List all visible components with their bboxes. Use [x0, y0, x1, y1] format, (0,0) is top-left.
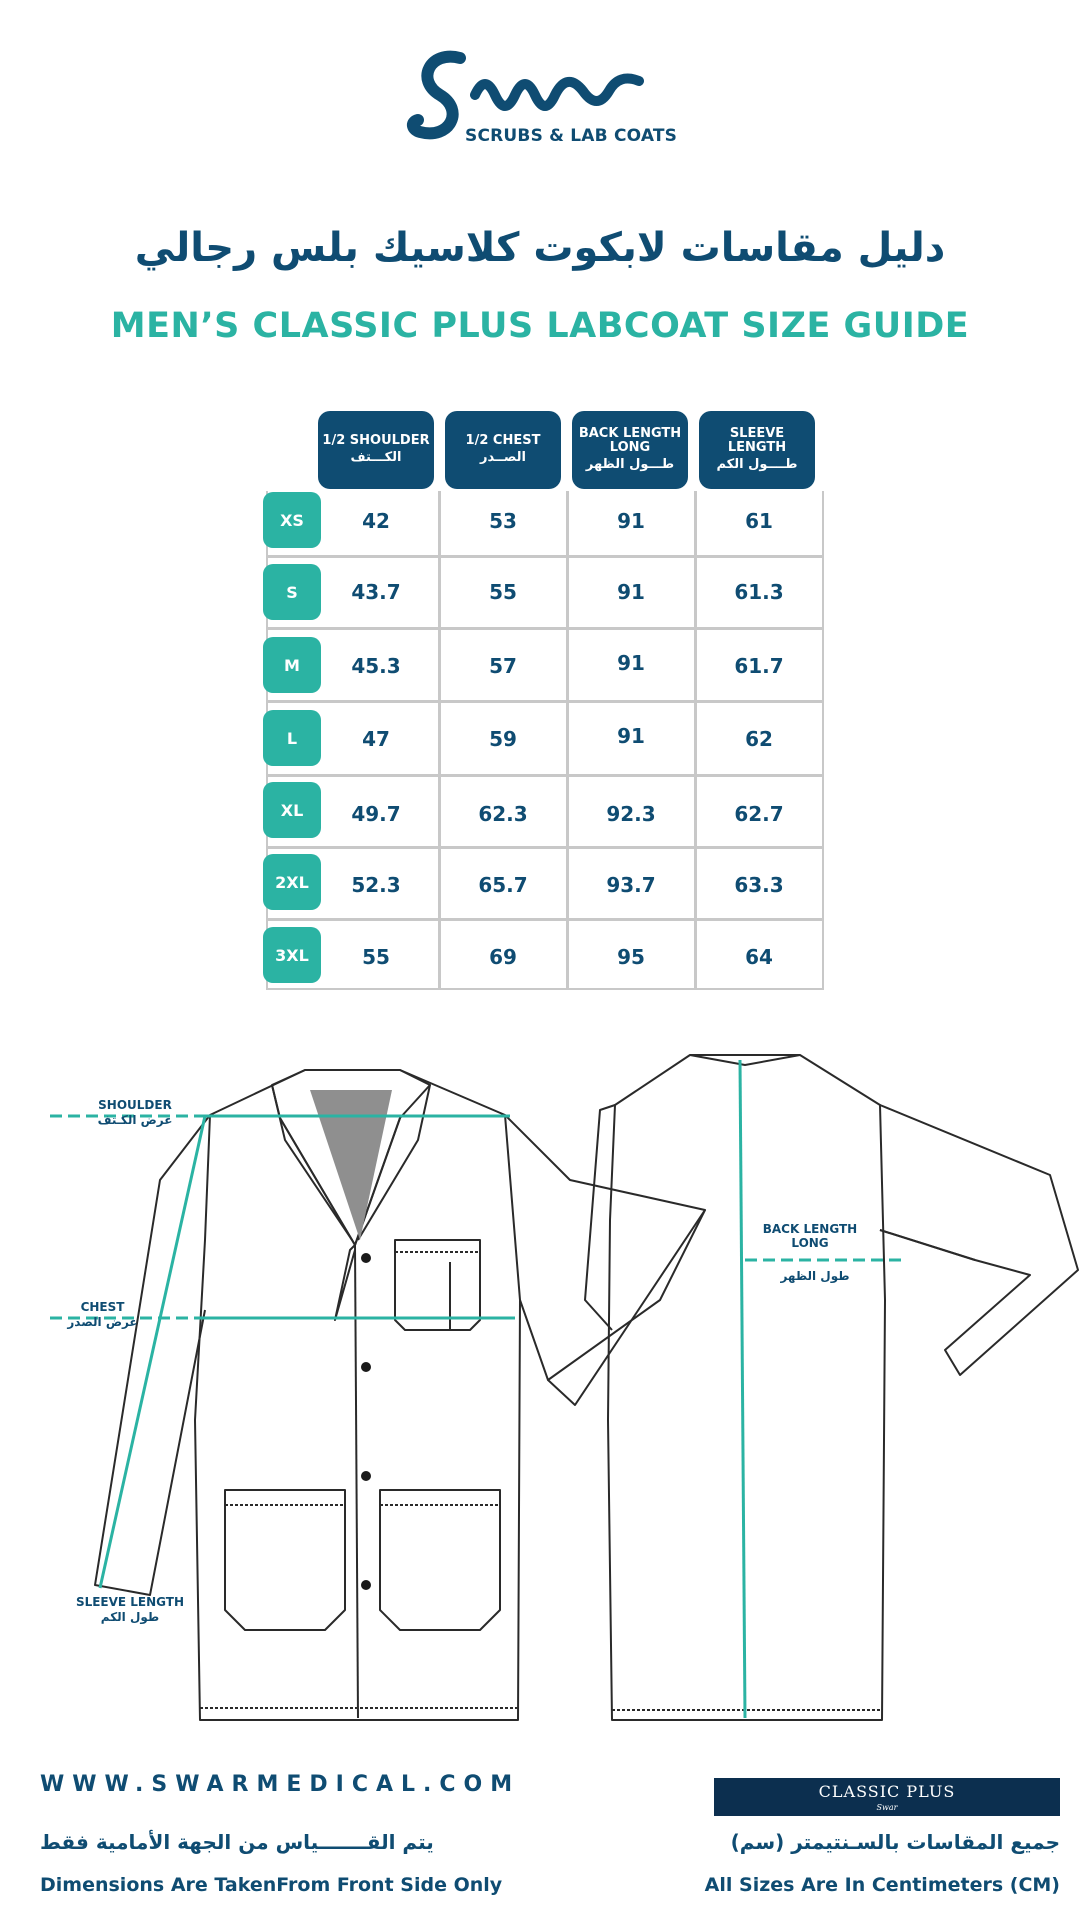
label-chest — [40, 1300, 165, 1330]
front-note-arabic: يتم القـــــــياس من الجهة الأمامية فقط — [40, 1830, 434, 1854]
cell-s-shoulder: 43.7 — [351, 580, 401, 604]
size-label-xs: XS — [263, 492, 321, 548]
cell-s-back: 91 — [617, 580, 645, 604]
grid-divider — [266, 774, 824, 777]
grid-divider — [266, 918, 824, 921]
cell-l-shoulder: 47 — [362, 727, 390, 751]
cell-l-sleeve: 62 — [745, 727, 773, 751]
cell-s-sleeve: 61.3 — [734, 580, 784, 604]
title-arabic: دليل مقاسات لابكوت كلاسيك بلس رجالي — [134, 225, 946, 271]
cell-2xl-back: 93.7 — [606, 873, 656, 897]
badge-sub: Swar — [876, 1803, 898, 1812]
collar-shade-icon — [310, 1090, 392, 1240]
grid-divider — [266, 700, 824, 703]
col-head-en: BACK LENGTH LONG — [578, 426, 682, 455]
size-label-s: S — [263, 564, 321, 620]
label-back-length — [745, 1222, 875, 1250]
col-head-ar: طــــول الكم — [716, 457, 798, 472]
size-label-l: L — [263, 710, 321, 766]
label-back-en2: LONG — [791, 1236, 829, 1250]
label-sleeve-ar: طول الكم — [100, 1610, 160, 1624]
col-head-ar: الصــدر — [479, 450, 527, 465]
col-head-chest — [445, 411, 561, 489]
classic-plus-badge — [714, 1778, 1060, 1816]
units-note-arabic: جميع المقاسات بالسـنتيمتر (سم) — [730, 1830, 1060, 1854]
title-english: MEN’S CLASSIC PLUS LABCOAT SIZE GUIDE — [110, 306, 970, 346]
grid-divider — [266, 627, 824, 630]
label-back-ar: طول الظهر — [780, 1269, 850, 1283]
label-sleeve-en: SLEEVE LENGTH — [75, 1595, 185, 1609]
col-head-en: SLEEVE LENGTH — [727, 426, 787, 455]
front-note-english: Dimensions Are TakenFrom Front Side Only — [40, 1874, 503, 1896]
col-head-sleeve-length — [699, 411, 815, 489]
col-head-en: 1/2 CHEST — [465, 433, 541, 448]
col-head-en: 1/2 SHOULDER — [322, 433, 430, 448]
brand-logo — [390, 40, 690, 150]
label-shoulder — [70, 1098, 200, 1128]
labcoat-diagram-icon — [0, 1040, 1080, 1740]
cell-l-chest: 59 — [489, 727, 517, 751]
cell-3xl-back: 95 — [617, 945, 645, 969]
cell-l-back: 91 — [617, 724, 645, 748]
grid-divider — [266, 555, 824, 558]
cell-xl-back: 92.3 — [606, 802, 656, 826]
label-back-en1: BACK LENGTH — [762, 1222, 858, 1236]
cell-2xl-chest: 65.7 — [478, 873, 528, 897]
size-label-m: M — [263, 637, 321, 693]
cell-xs-sleeve: 61 — [745, 509, 773, 533]
cell-m-shoulder: 45.3 — [351, 654, 401, 678]
website-url[interactable]: WWW.SWARMEDICAL.COM — [40, 1772, 521, 1797]
cell-3xl-sleeve: 64 — [745, 945, 773, 969]
label-back-length-ar — [760, 1268, 870, 1284]
label-shoulder-ar: عرض الكـتف — [97, 1113, 173, 1127]
col-head-back-length — [572, 411, 688, 489]
badge-title: CLASSIC PLUS — [818, 1782, 956, 1801]
cell-m-sleeve: 61.7 — [734, 654, 784, 678]
cell-2xl-shoulder: 52.3 — [351, 873, 401, 897]
cell-s-chest: 55 — [489, 580, 517, 604]
cell-xl-chest: 62.3 — [478, 802, 528, 826]
cell-xl-shoulder: 49.7 — [351, 802, 401, 826]
col-head-ar: الكـــتف — [350, 450, 402, 465]
cell-m-back: 91 — [617, 651, 645, 675]
brand-tagline: SCRUBS & LAB COATS — [465, 126, 678, 146]
col-head-ar: طـــول الظهر — [585, 457, 675, 472]
cell-m-chest: 57 — [489, 654, 517, 678]
label-shoulder-en: SHOULDER — [98, 1098, 172, 1112]
cell-3xl-shoulder: 55 — [362, 945, 390, 969]
units-note-english: All Sizes Are In Centimeters (CM) — [704, 1874, 1060, 1896]
cell-3xl-chest: 69 — [489, 945, 517, 969]
col-head-shoulder — [318, 411, 434, 489]
cell-xs-chest: 53 — [489, 509, 517, 533]
size-label-2xl: 2XL — [263, 854, 321, 910]
size-label-3xl: 3XL — [263, 927, 321, 983]
cell-xs-shoulder: 42 — [362, 509, 390, 533]
label-chest-ar: عرض الصدر — [67, 1315, 138, 1329]
cell-xs-back: 91 — [617, 509, 645, 533]
grid-divider — [266, 846, 824, 849]
label-chest-en: CHEST — [80, 1300, 125, 1314]
cell-2xl-sleeve: 63.3 — [734, 873, 784, 897]
size-label-xl: XL — [263, 782, 321, 838]
label-sleeve — [60, 1595, 200, 1625]
cell-xl-sleeve: 62.7 — [734, 802, 784, 826]
